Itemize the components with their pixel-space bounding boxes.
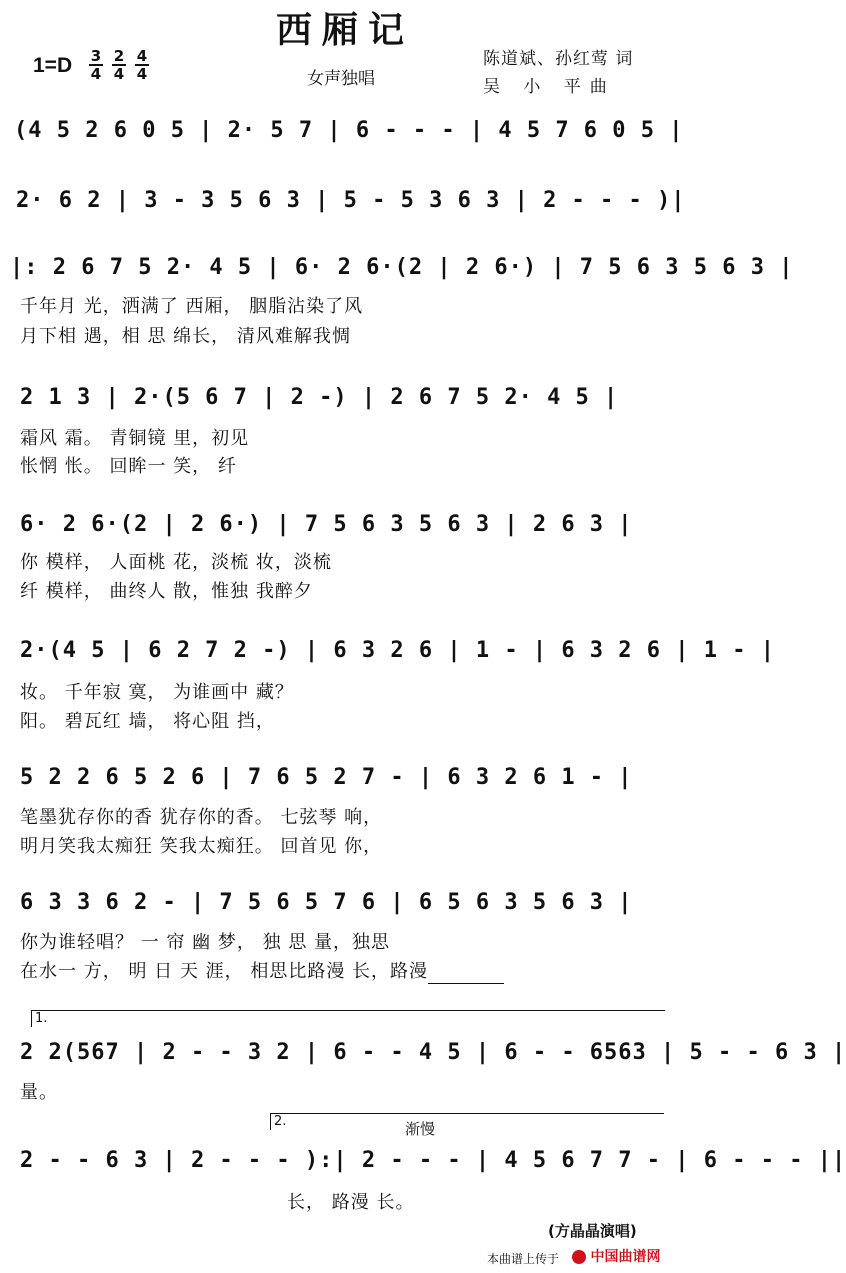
- lyric-line-7b: 明月笑我太痴狂 笑我太痴狂。 回首见 你，: [20, 836, 383, 857]
- lyric-line-6b: 阳。 碧瓦红 墙， 将心阻 挡，: [20, 711, 275, 732]
- notation-line-9: 2 2(567 | 2 - - 3 2 | 6 - - 4 5 | 6 - - 6563 | 5 - - 6 3 |: [20, 1040, 846, 1065]
- notation-line-5: 6· 2 6·(2 | 2 6·) | 7 5 6 3 5 6 3 | 2 6 3 |: [20, 512, 633, 537]
- key-signature: 1=D: [33, 54, 73, 77]
- lyric-line-5b: 纤 模样， 曲终人 散，惟独 我醉夕: [20, 581, 313, 602]
- notation-line-4: 2 1 3 | 2·(5 6 7 | 2 -) | 2 6 7 5 2· 4 5 |: [20, 385, 619, 410]
- notation-line-6: 2·(4 5 | 6 2 7 2 -) | 6 3 2 6 | 1 - | 6 3 2 6 | 1 - |: [20, 638, 775, 663]
- lyric-line-4a: 霜风 霜。 青铜镜 里，初见: [20, 428, 250, 449]
- meter-4-4: 4 4: [136, 47, 148, 83]
- volta-1-label: 1.: [35, 1011, 48, 1026]
- lyric-line-4b: 怅惘 怅。 回眸一 笑， 纤: [20, 456, 237, 477]
- genre-label: 女声独唱: [307, 69, 375, 89]
- site-logo-icon: [572, 1250, 586, 1264]
- lyric-underline: [428, 983, 504, 984]
- site-name: 中国曲谱网: [590, 1249, 661, 1265]
- notation-line-1: (4 5 2 6 0 5 | 2· 5 7 | 6 - - - | 4 5 7 6 0 5 |: [14, 118, 684, 143]
- notation-line-2: 2· 6 2 | 3 - 3 5 6 3 | 5 - 5 3 6 3 | 2 - - - )|: [16, 188, 686, 213]
- notation-line-10: 2 - - 6 3 | 2 - - - ):| 2 - - - | 4 5 6 7 7 - | 6 - - - ||: [20, 1148, 846, 1173]
- lyric-line-6a: 妆。 千年寂 寞， 为谁画中 藏？: [20, 682, 294, 703]
- lyric-line-9: 量。: [20, 1082, 58, 1103]
- lyric-line-7a: 笔墨犹存你的香 犹存你的香。 七弦琴 响，: [20, 807, 383, 828]
- meter-2-4: 2 4: [113, 47, 125, 83]
- notation-line-3: |: 2 6 7 5 2· 4 5 | 6· 2 6·(2 | 2 6·) | 7 5 6 3 5 6 3 |: [10, 255, 794, 280]
- lyric-line-10: 长， 路漫 长。: [287, 1192, 415, 1213]
- lyric-line-3a: 千年月 光，洒满了 西厢， 胭脂沾染了风: [20, 296, 364, 317]
- notation-line-7: 5 2 2 6 5 2 6 | 7 6 5 2 7 - | 6 3 2 6 1 - |: [20, 765, 633, 790]
- meter-3-4: 3 4: [90, 47, 102, 83]
- volta-2-label: 2.: [274, 1114, 287, 1129]
- lyric-line-8a: 你为谁轻唱？ 一 帘 幽 梦， 独 思 量，独思: [20, 932, 391, 953]
- lyric-line-5a: 你 模样， 人面桃 花，淡梳 妆，淡梳: [20, 552, 332, 573]
- lyric-line-8b: 在水一 方， 明 日 天 涯， 相思比路漫 长，路漫: [20, 961, 429, 982]
- lyric-line-3b: 月下相 遇，相 思 绵长， 清风难解我惆: [20, 326, 351, 347]
- song-title: 西厢记: [275, 9, 414, 51]
- site-logo[interactable]: [572, 1246, 660, 1266]
- composer-credit: 吴 小 平曲: [483, 77, 616, 97]
- performer-credit: (方晶晶演唱): [548, 1222, 637, 1240]
- lyricist-credit: 陈道斌、孙红莺 词: [483, 49, 634, 69]
- notation-line-8: 6 3 3 6 2 - | 7 5 6 5 7 6 | 6 5 6 3 5 6 3 |: [20, 890, 633, 915]
- tempo-marking: 渐慢: [405, 1120, 436, 1138]
- volta-1-bracket: [31, 1010, 665, 1027]
- volta-2-bracket: [270, 1113, 664, 1130]
- upload-note: 本曲谱上传于: [487, 1252, 560, 1266]
